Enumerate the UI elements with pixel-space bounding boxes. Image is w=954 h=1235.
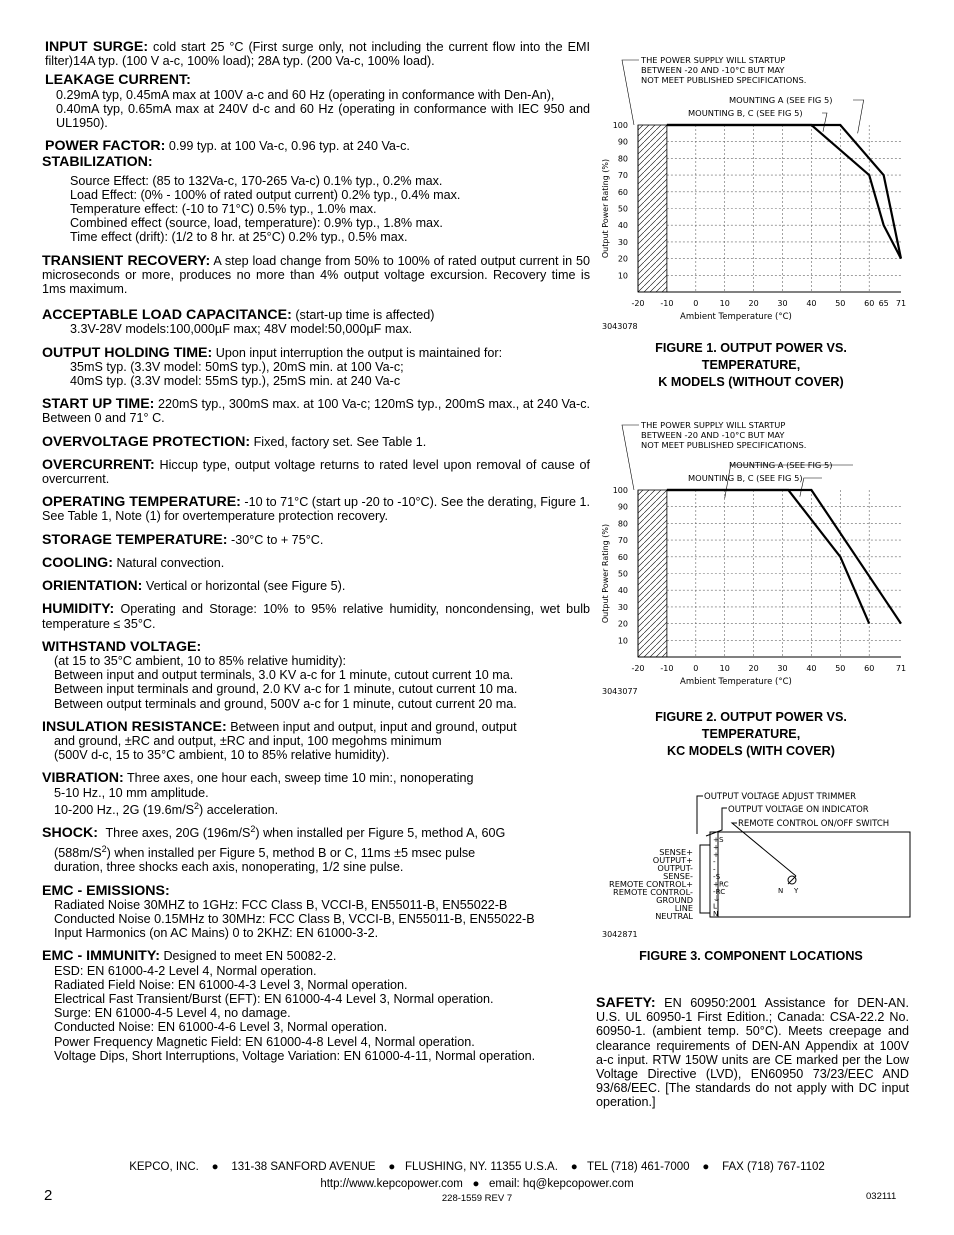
y-tick-label: 40 — [617, 221, 628, 231]
startup-text: 220mS typ., 300mS max. at 100 Va-c; 120mS typ., 200mS max., at 240 Va-c. Between 0 and 71° C. — [42, 397, 591, 426]
input-surge-text: cold start 25 °C (First surge only, not including the current flow into the EMI filter)14A typ. (100 V a-c, 100% load); 28A typ. (200 Va-c, 100% load). — [45, 40, 590, 69]
mounting-bc-label: MOUNTING B, C (SEE FIG 5) — [688, 108, 803, 118]
shock-line-1-text: (588m/S — [54, 846, 102, 861]
cooling-section — [42, 556, 590, 570]
startup-note-line: BETWEEN -20 AND -10°C BUT MAY — [641, 430, 785, 440]
storage-temp-text: -30°C to + 75°C. — [231, 532, 324, 547]
footer-doc-number: 228-1559 REV 7 — [441, 1193, 513, 1204]
y-tick-label: 80 — [617, 519, 628, 529]
shock-line-1 — [42, 843, 590, 861]
holding-text: Upon input interruption the output is maintained for: — [215, 345, 503, 360]
safety-section — [596, 996, 909, 1110]
footer-web-link[interactable]: http://www.kepcopower.com — [320, 1178, 463, 1190]
y-tick-label: 30 — [617, 237, 628, 247]
x-tick-label: 40 — [806, 299, 817, 308]
y-axis-label: Output Power Rating (%) — [601, 158, 610, 259]
footer-bullet: ● — [570, 1161, 578, 1173]
pin-label: -RC — [713, 886, 726, 896]
input-surge-heading: INPUT SURGE: — [45, 39, 149, 55]
x-tick-label: 20 — [748, 299, 759, 308]
footer-tel: TEL (718) 461-7000 — [587, 1161, 690, 1173]
figure-3-caption: FIGURE 3. COMPONENT LOCATIONS — [639, 949, 863, 963]
insulation-heading: INSULATION RESISTANCE: — [42, 718, 227, 735]
holding-section — [42, 346, 590, 389]
orientation-text: Vertical or horizontal (see Figure 5). — [145, 579, 346, 594]
startup-note-line: BETWEEN -20 AND -10°C BUT MAY — [641, 65, 785, 75]
y-tick-label: 60 — [617, 187, 628, 197]
footer-bullet: ● — [702, 1161, 710, 1173]
withstand-line: Between input terminals and ground, 2.0 KV a-c for 1 minute, cutout current 10 ma. — [54, 682, 518, 697]
humidity-section — [42, 602, 590, 630]
shock-section — [42, 823, 590, 875]
power-factor-text: 0.99 typ. at 100 Va-c, 0.96 typ. at 240 Va-c. — [168, 139, 410, 154]
x-tick-label: 65 — [878, 299, 889, 308]
vibration-heading: VIBRATION: — [42, 770, 124, 787]
pin-label: +RC — [713, 879, 729, 889]
x-tick-label: 30 — [777, 299, 788, 308]
spec-column-left — [42, 40, 590, 1072]
y-tick-label: 10 — [617, 271, 628, 281]
footer-company: KEPCO, INC. — [129, 1161, 199, 1173]
emc-immunity-line: ESD: EN 61000-4-2 Level 4, Normal operation. — [54, 963, 317, 978]
emc-immunity-section — [42, 949, 590, 1063]
insulation-line: (500V d-c, 15 to 35°C ambient, 10 to 85% relative humidity). — [54, 748, 390, 763]
startup-note-line: NOT MEET PUBLISHED SPECIFICATIONS. — [641, 75, 807, 85]
y-tick-label: 90 — [617, 137, 628, 147]
emc-immunity-heading: EMC - IMMUNITY: — [42, 948, 160, 965]
transient-section — [42, 254, 590, 297]
shock-heading: SHOCK: — [42, 824, 98, 841]
switch-label-y: Y — [794, 887, 799, 895]
mounting-a-label: MOUNTING A (SEE FIG 5) — [729, 95, 833, 105]
humidity-text: Operating and Storage: 10% to 95% relative humidity, noncondensing, wet bulb temperature ≤ 35°C. — [42, 602, 590, 631]
humidity-heading: HUMIDITY: — [42, 601, 115, 618]
terminal-label: GROUND — [656, 895, 693, 905]
withstand-line: (at 15 to 35°C ambient, 10 to 85% relative humidity): — [54, 653, 347, 668]
x-tick-label: -20 — [631, 299, 645, 308]
startup-note-leader — [622, 60, 639, 125]
x-axis-label: Ambient Temperature (°C) — [680, 677, 792, 687]
page-number: 2 — [44, 1187, 53, 1204]
shock-text-1: Three axes, 20G (196m/S — [105, 825, 251, 840]
leakage-line: 0.29mA typ, 0.45mA max at 100V a-c and 60 Hz (operating in conformance with Den-An), — [56, 87, 555, 102]
stabilization-line: Time effect (drift): (1/2 to 8 hr. at 25°C) 0.2% typ., 0.5% max. — [70, 230, 408, 245]
footer-city: FLUSHING, NY. 11355 U.S.A. — [404, 1161, 558, 1173]
orientation-section — [42, 579, 590, 593]
terminal-label: OUTPUT- — [657, 863, 693, 873]
figure-1-caption-line: TEMPERATURE, — [701, 358, 801, 372]
operating-temp-heading: OPERATING TEMPERATURE: — [42, 494, 241, 511]
emc-immunity-line: Power Frequency Magnetic Field: EN 61000-4-8 Level 4, Normal operation. — [54, 1034, 475, 1049]
withstand-line: Between input and output terminals, 3.0 KV a-c for 1 minute, cutout current 10 ma. — [54, 668, 514, 683]
leakage-heading: LEAKAGE CURRENT: — [45, 72, 191, 89]
mounting-bc-leader — [800, 478, 822, 497]
input-surge-section — [42, 40, 590, 68]
x-tick-label: 60 — [864, 299, 875, 308]
safety-text: EN 60950:2001 Assistance for DEN-AN. U.S. UL 60950-1 First Edition.; Canada: CSA-22.2 No. 60950-1. (ambient temp. 50°C). Meets creepage and clearance requirements of DEN-AN Appendix at 100V a-c input. RTW 150W units are CE marked per the Low Voltage Directive (LVD), EN60950 73/23/EEC AND 93/68/EEC. [The standards do not apply with DC input operation.] — [596, 996, 909, 1110]
mounting-a-label: MOUNTING A (SEE FIG 5) — [729, 460, 833, 470]
power-factor-heading: POWER FACTOR: — [45, 138, 166, 155]
holding-heading: OUTPUT HOLDING TIME: — [42, 344, 213, 361]
footer-address: 131-38 SANFORD AVENUE — [231, 1161, 376, 1173]
x-tick-label: 10 — [719, 664, 730, 673]
terminal-label: NEUTRAL — [655, 911, 693, 921]
overcurrent-section — [42, 458, 590, 486]
emc-immunity-line: Electrical Fast Transient/Burst (EFT): EN 61000-4-4 Level 3, Normal operation. — [54, 991, 494, 1006]
startup-zone-hatch — [638, 125, 667, 292]
shock-line-1-end: ) when installed per Figure 5, method B or C, 11ms ±5 msec pulse — [106, 846, 476, 861]
startup-note-leader — [622, 425, 639, 490]
x-tick-label: 20 — [748, 664, 759, 673]
footer-address-line — [0, 1161, 954, 1173]
startup-section — [42, 397, 590, 425]
emc-emissions-line: Conducted Noise 0.15MHz to 30MHz: FCC Class B, VCCI-B, EN55011-B, EN55022-B — [54, 911, 535, 926]
y-tick-label: 90 — [617, 502, 628, 512]
figure-3-pin-labels — [713, 835, 729, 918]
y-tick-label: 20 — [617, 619, 628, 629]
terminal-label: SENSE- — [663, 871, 693, 881]
emc-immunity-line: Radiated Field Noise: EN 61000-4-3 Level 3, Normal operation. — [54, 977, 408, 992]
leakage-section — [42, 73, 590, 130]
y-tick-label: 80 — [617, 154, 628, 164]
figure-1-caption-line: K MODELS (WITHOUT COVER) — [658, 375, 844, 389]
footer-bullet: ● — [388, 1161, 396, 1173]
terminal-label: REMOTE CONTROL- — [613, 887, 693, 897]
capacitance-line: 3.3V-28V models:100,000µF max; 48V model:50,000µF max. — [70, 322, 413, 337]
terminal-label: REMOTE CONTROL+ — [609, 879, 693, 889]
footer-fax: FAX (718) 767-1102 — [722, 1161, 825, 1173]
shock-line-1-superscript: 2 — [101, 843, 107, 854]
y-axis-label: Output Power Rating (%) — [601, 523, 610, 624]
insulation-text: Between input and output, input and ground, output — [230, 719, 517, 734]
operating-temp-section — [42, 495, 590, 523]
mounting-bc-label: MOUNTING B, C (SEE FIG 5) — [688, 473, 803, 483]
figure-3-drawing-number: 3042871 — [602, 930, 638, 939]
startup-heading: START UP TIME: — [42, 396, 155, 413]
figure-2-caption — [596, 709, 906, 760]
emc-emissions-line: Radiated Noise 30MHZ to 1GHz: FCC Class B, VCCI-B, EN55011-B, EN55022-B — [54, 897, 508, 912]
overcurrent-heading: OVERCURRENT: — [42, 456, 155, 473]
pin-label: -S — [713, 872, 721, 881]
indicator-callout: OUTPUT VOLTAGE ON INDICATOR — [728, 805, 869, 815]
withstand-line: Between output terminals and ground, 500V a-c for 1 minute, cutout current 20 ma. — [54, 696, 517, 711]
x-tick-label: 40 — [806, 664, 817, 673]
x-tick-label: 50 — [835, 299, 846, 308]
drawing-number: 3043077 — [602, 687, 638, 696]
emc-immunity-line: Conducted Noise: EN 61000-4-6 Level 3, Normal operation. — [54, 1020, 388, 1035]
vibration-text: Three axes, one hour each, sweep time 10 min:, nonoperating — [126, 771, 474, 786]
footer-contact-line — [0, 1178, 954, 1190]
mounting-a-leader — [853, 100, 864, 133]
startup-zone-hatch — [638, 490, 667, 657]
switch-label-n: N — [778, 887, 784, 895]
switch-leader-line — [732, 823, 796, 876]
figure-1-derating-chart — [596, 52, 916, 337]
pin-label: N — [713, 909, 719, 918]
overvoltage-heading: OVERVOLTAGE PROTECTION: — [42, 433, 251, 450]
pin-label: - — [713, 864, 716, 874]
terminal-block — [700, 845, 710, 913]
capacitance-heading: ACCEPTABLE LOAD CAPACITANCE: — [42, 307, 292, 324]
footer-bullet: ● — [211, 1161, 219, 1173]
figure-3-component-diagram — [596, 790, 916, 945]
trimmer-leader-line — [697, 796, 703, 834]
terminal-label: SENSE+ — [659, 847, 693, 857]
holding-line: 40mS typ. (3.3V model: 55mS typ.), 25mS min. at 240 Va-c — [70, 374, 401, 389]
withstand-heading: WITHSTAND VOLTAGE: — [42, 638, 202, 655]
power-factor-section — [42, 139, 590, 153]
date-code: 032111 — [866, 1191, 897, 1202]
terminal-label: LINE — [674, 903, 693, 913]
startup-note-line: NOT MEET PUBLISHED SPECIFICATIONS. — [641, 440, 807, 450]
x-tick-label: 10 — [719, 299, 730, 308]
withstand-section — [42, 640, 590, 711]
mounting-bc-leader — [822, 113, 827, 132]
y-tick-label: 100 — [612, 121, 628, 130]
figure-2-caption-line: KC MODELS (WITH COVER) — [667, 744, 835, 758]
figure-2-derating-chart — [596, 417, 916, 702]
drawing-number: 3043078 — [602, 322, 638, 331]
y-tick-label: 50 — [617, 569, 628, 579]
y-tick-label: 50 — [617, 204, 628, 214]
insulation-section — [42, 720, 590, 763]
y-tick-label: 60 — [617, 552, 628, 562]
pin-label: L — [713, 901, 718, 911]
emc-emissions-heading: EMC - EMISSIONS: — [42, 882, 170, 899]
stabilization-line: Temperature effect: (-10 to 71°C) 0.5% typ., 1.0% max. — [70, 202, 377, 217]
pin-label: + — [713, 842, 720, 852]
trimmer-callout: OUTPUT VOLTAGE ADJUST TRIMMER — [704, 792, 857, 802]
overcurrent-text: Hiccup type, output voltage returns to rated level upon removal of cause of overcurrent. — [42, 457, 590, 487]
stabilization-section — [42, 155, 590, 244]
figure-3-terminal-labels — [609, 847, 693, 921]
overvoltage-text: Fixed, factory set. See Table 1. — [253, 434, 427, 449]
capacitance-section — [42, 308, 590, 336]
pin-label: - — [713, 857, 716, 867]
y-tick-label: 70 — [617, 171, 628, 181]
safety-heading: SAFETY: — [596, 995, 656, 1011]
insulation-line: and ground, ±RC and output, ±RC and input, 100 megohms minimum — [54, 733, 442, 748]
x-axis-label: Ambient Temperature (°C) — [680, 312, 792, 322]
y-tick-label: 100 — [612, 486, 628, 495]
emc-emissions-line: Input Harmonics (on AC Mains) 0 to 2KHZ: EN 61000-3-2. — [54, 926, 379, 941]
vibration-line-2-end: ) acceleration. — [199, 802, 279, 817]
orientation-heading: ORIENTATION: — [42, 578, 143, 595]
figure-1-caption-line: FIGURE 1. OUTPUT POWER VS. — [655, 341, 847, 355]
emc-emissions-section — [42, 884, 590, 941]
operating-temp-text: -10 to 71°C (start up -20 to -10°C). See the derating, Figure 1. See Table 1, Note (1) for overtemperature protection recovery. — [42, 495, 590, 524]
transient-text: A step load change from 50% to 100% of rated output current in 50 microseconds or more, produces no more than 4% output voltage excursion. Recovery time is 1ms maximum. — [42, 253, 590, 297]
figure-2-caption-line: FIGURE 2. OUTPUT POWER VS. — [655, 710, 847, 724]
holding-line: 35mS typ. (3.3V model: 50mS typ.), 20mS min. at 100 Va-c; — [70, 359, 404, 374]
figure-2-caption-line: TEMPERATURE, — [701, 727, 801, 741]
shock-text-2: ) when installed per Figure 5, method A, 60G — [255, 825, 506, 840]
vibration-section — [42, 771, 590, 817]
unit-outline — [710, 832, 910, 917]
y-tick-label: 30 — [617, 602, 628, 612]
x-tick-label: 50 — [835, 664, 846, 673]
y-tick-label: 40 — [617, 586, 628, 596]
x-tick-label: 71 — [895, 664, 907, 673]
y-tick-label: 10 — [617, 636, 628, 646]
vibration-line-2 — [42, 800, 590, 817]
storage-temp-section — [42, 533, 590, 547]
x-tick-label: 60 — [864, 664, 875, 673]
y-tick-label: 20 — [617, 254, 628, 264]
x-tick-label: -10 — [660, 299, 674, 308]
pin-label: ⏚ — [713, 894, 721, 904]
emc-immunity-line: Voltage Dips, Short Interruptions, Voltage Variation: EN 61000-4-11, Normal operation. — [54, 1048, 536, 1063]
capacitance-text: (start-up time is affected) — [295, 308, 435, 323]
x-tick-label: 30 — [777, 664, 788, 673]
vibration-line-2-text: 10-200 Hz., 2G (19.6m/S — [54, 802, 194, 817]
stabilization-heading: STABILIZATION: — [42, 154, 153, 171]
x-tick-label: -10 — [660, 664, 674, 673]
footer-bullet: ● — [472, 1178, 480, 1190]
y-tick-label: 70 — [617, 536, 628, 546]
overvoltage-section — [42, 435, 590, 449]
stabilization-line: Combined effect (source, load, temperature): 0.9% typ., 1.8% max. — [70, 216, 443, 231]
startup-note-line: THE POWER SUPPLY WILL STARTUP — [641, 420, 786, 430]
figure-1-caption — [596, 340, 906, 391]
transient-heading: TRANSIENT RECOVERY: — [42, 252, 211, 269]
emc-immunity-line: Surge: EN 61000-4-5 Level 4, no damage. — [54, 1006, 291, 1021]
startup-note-line: THE POWER SUPPLY WILL STARTUP — [641, 55, 786, 65]
vibration-line: 5-10 Hz., 10 mm amplitude. — [54, 785, 209, 800]
x-tick-label: 0 — [693, 299, 699, 308]
pin-label: +S — [713, 835, 724, 844]
footer-email-link[interactable]: email: hq@kepcopower.com — [489, 1178, 634, 1190]
leakage-line: 0.40mA typ, 0.65mA max at 240V d-c and 60 Hz (operating in conformance with IEC 950 and UL1950). — [56, 101, 590, 131]
cooling-text: Natural convection. — [116, 555, 225, 570]
vibration-superscript: 2 — [194, 800, 200, 811]
pin-label: + — [713, 849, 720, 859]
x-tick-label: -20 — [631, 664, 645, 673]
terminal-label: OUTPUT+ — [652, 855, 693, 865]
x-tick-label: 71 — [895, 299, 907, 308]
shock-superscript: 2 — [250, 823, 256, 834]
shock-line-2: duration, three shocks each axis, nonoperating, 1/2 sine pulse. — [54, 860, 404, 875]
x-tick-label: 0 — [693, 664, 699, 673]
stabilization-line: Load Effect: (0% - 100% of rated output current) 0.2% typ., 0.4% max. — [70, 187, 461, 202]
switch-callout: REMOTE CONTROL ON/OFF SWITCH — [738, 819, 890, 829]
cooling-heading: COOLING: — [42, 554, 113, 571]
storage-temp-heading: STORAGE TEMPERATURE: — [42, 531, 228, 548]
stabilization-line: Source Effect: (85 to 132Va-c, 170-265 Va-c) 0.1% typ., 0.2% max. — [70, 173, 443, 188]
emc-immunity-text: Designed to meet EN 50082-2. — [163, 949, 337, 964]
